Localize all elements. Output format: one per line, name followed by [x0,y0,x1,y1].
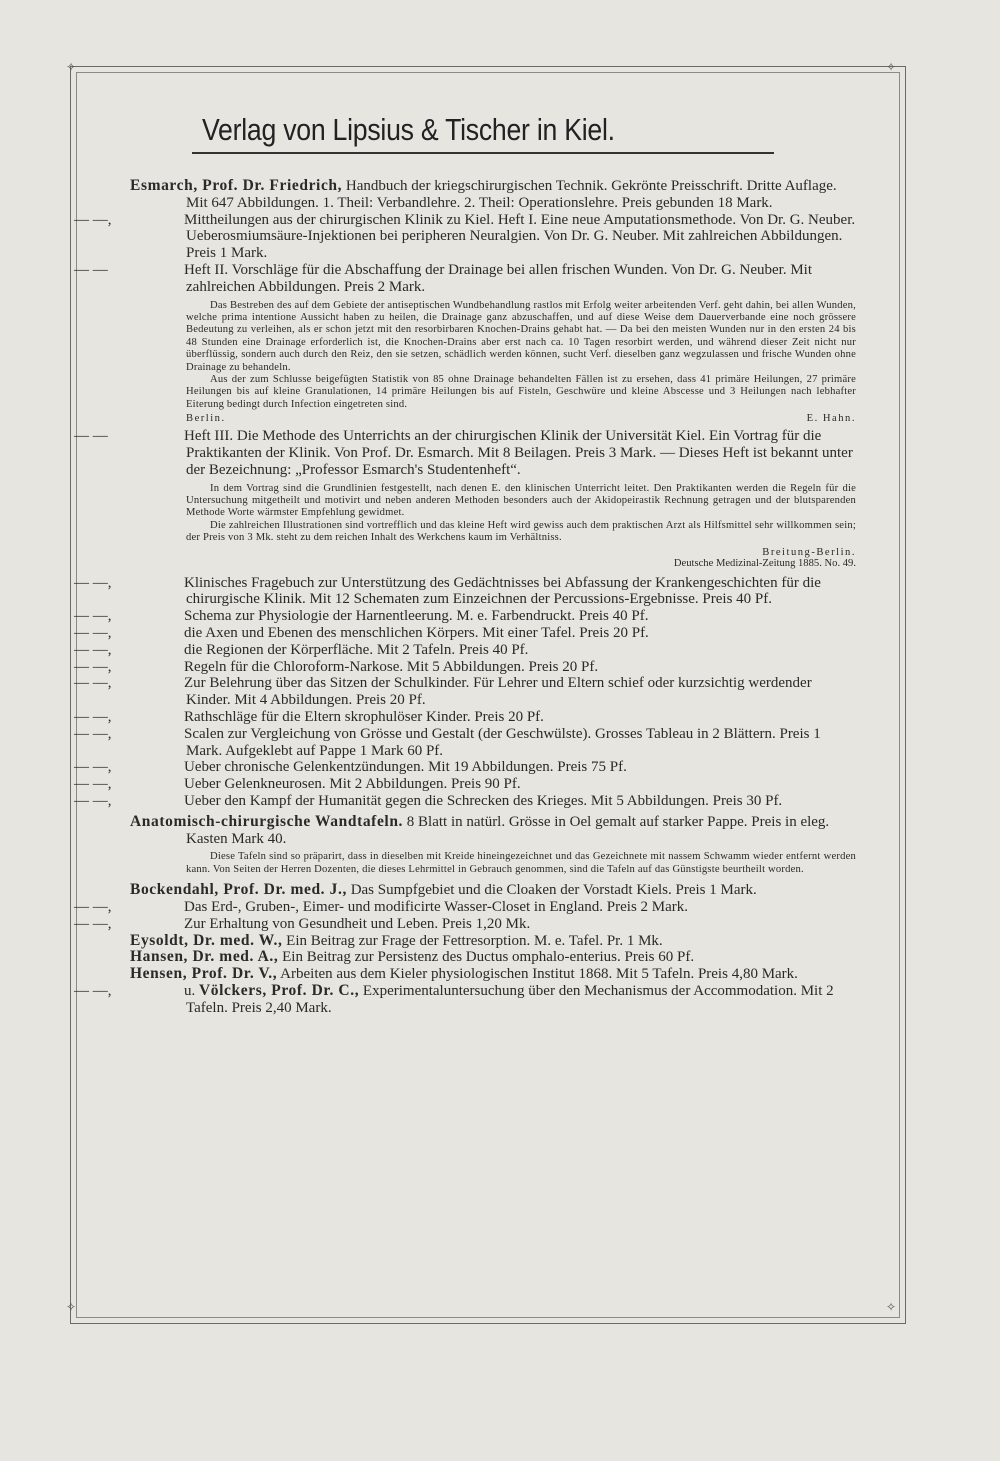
entry-hensen [130,966,856,983]
corner-ornament-top-left: ✧ [65,60,77,74]
review-signature-row [186,413,856,424]
corner-ornament-top-right: ✧ [885,60,897,74]
corner-ornament-bottom-right: ✧ [885,1300,897,1314]
entry-hansen [130,949,856,966]
review-paragraph: Diese Tafeln sind so präparirt, dass in dieselben mit Kreide hineingezeichnet und das Gezeichnete mit nassem Schwamm wieder entfernt werden kann. Von Seiten der Herren Dozenten, die dieses Lehrmittel in Gebrauch genommen, sind die Tafeln auf das Günstigste beurtheilt worden. [186,851,856,875]
ditto-dash: — —, [74,211,112,228]
voelckers-prefix: u. [184,983,196,999]
entry-axen-text: die Axen und Ebenen des menschlichen Körpers. Mit einer Tafel. Preis 20 Pf. [184,625,649,642]
entry-eysoldt-text: Ein Beitrag zur Frage der Fettresorption. M. e. Tafel. Pr. 1 Mk. [286,932,663,949]
entry-belehrung [74,675,856,709]
ditto-dash: — —, [74,675,112,692]
ditto-dash: — —, [74,725,112,742]
entry-regionen-text: die Regionen der Körperfläche. Mit 2 Tafeln. Preis 40 Pf. [184,641,529,658]
entry-gelenk-text: Ueber chronische Gelenkentzündungen. Mit 19 Abbildungen. Preis 75 Pf. [184,759,627,776]
ditto-dash: — —, [74,793,112,810]
author-voelckers: Völckers, Prof. Dr. C., [199,982,360,999]
entry-closet-text: Das Erd-, Gruben-, Eimer- und modificirte Wasser-Closet in England. Preis 2 Mark. [184,899,689,916]
ditto-dash: — —, [74,709,112,726]
entry-bockendahl [130,882,856,899]
catalog-content [74,112,856,1017]
corner-ornament-bottom-left: ✧ [65,1300,77,1314]
entry-fragebuch [74,574,856,609]
entry-fragebuch-text: Klinisches Fragebuch zur Unterstützung des Gedächtnisses bei Abfassung der Krankengeschichten für die chirurgische Klinik. Mit 12 Schematen zum Einzeichnen der Percussions-Ergebnisse. Preis 40 Pf. [184,574,821,608]
review-paragraph: In dem Vortrag sind die Grundlinien festgestellt, nach denen E. den klinischen Unterricht leitet. Den Praktikanten werden die Regeln für die Untersuchung mitgetheilt und motivirt und neben anderen Methoden besonders auch der Akidopeirastik Rechnung getragen und der blutsparenden Methode Worte wärmster Empfehlung gewidmet. [186,482,856,519]
entry-neurosen-text: Ueber Gelenkneurosen. Mit 2 Abbildungen. Preis 90 Pf. [184,776,521,793]
entry-schema [74,608,856,625]
ditto-dash: — — [74,261,108,278]
entry-hensen-text: Arbeiten aus dem Kieler physiologischen Institut 1868. Mit 5 Tafeln. Preis 4,80 Mark. [280,966,798,983]
ditto-dash: — —, [74,899,112,916]
entry-voelckers [74,982,856,1017]
entry-regionen [74,641,856,659]
entry-heft3 [74,428,856,478]
ditto-dash: — —, [74,574,112,591]
review-place: Berlin. [186,413,226,425]
review-signature: Breitung-Berlin. [762,546,856,558]
review-signature: E. Hahn. [806,413,856,425]
review-paragraph: Die zahlreichen Illustrationen sind vortrefflich und das kleine Heft wird gewiss auch dem praktischen Arzt als Hilfsmittel sehr willkommen sein; der Preis von 3 Mk. steht zu dem reichen Inhalt des Werkchens kaum im Verhältniss. [186,519,856,544]
author-eysoldt: Eysoldt, Dr. med. W., [130,931,283,949]
entry-schema-text: Schema zur Physiologie der Harnentleerung. M. e. Farbendruckt. Preis 40 Pf. [184,608,649,625]
ditto-dash: — —, [74,625,112,642]
ditto-dash: — —, [74,759,112,776]
entry-eysoldt [130,933,856,950]
entry-closet [74,899,856,916]
ditto-dash: — —, [74,776,112,793]
entry-heft2 [74,261,856,296]
entry-heft3-text: Heft III. Die Methode des Unterrichts an der chirurgischen Klinik der Universität Kiel. Ein Vortrag für die Praktikanten der Klinik. Von Prof. Dr. Esmarch. Mit 8 Beilagen. Preis 3 Mark. — Dieses Heft ist bekannt unter der Bezeichnung: „Professor Esmarch's Studentenheft“. [184,428,853,478]
entry-rathschlaege [74,709,856,726]
review-quote-wandtafeln [186,851,856,876]
review-source: Deutsche Medizinal-Zeitung 1885. No. 49. [673,557,856,569]
review-quote-heft3 [186,483,856,545]
ditto-dash: — —, [74,641,112,658]
author-wandtafeln: Anatomisch-chirurgische Wandtafeln. [130,812,404,830]
entry-regeln [74,658,856,676]
entry-hansen-text: Ein Beitrag zur Persistenz des Ductus omphalo-enterius. Preis 60 Pf. [282,949,695,966]
author-hensen: Hensen, Prof. Dr. V., [130,965,278,983]
review-paragraph: Aus der zum Schlusse beigefügten Statistik von 85 ohne Drainage behandelten Fällen ist zu ersehen, dass 41 primäre Heilungen, 27 primäre Heilungen bis auf kleine Granulationen, 14 primäre Heilungen bis auf Fisteln, Geschwüre und kleine Abscesse und 3 Heilungen nach lebhafter Eiterung bedingt durch Infection eingetreten sind. [186,374,856,410]
ditto-dash: — —, [74,983,112,999]
ditto-dash: — — [74,428,108,445]
entry-erhaltung-text: Zur Erhaltung von Gesundheit und Leben. Preis 1,20 Mk. [184,915,531,932]
author-bockendahl: Bockendahl, Prof. Dr. med. J., [130,881,347,899]
ditto-dash: — —, [74,608,112,625]
publisher-title: Verlag von Lipsius & Tischer in Kiel. [202,112,615,147]
review-quote-heft2 [186,300,856,412]
author-esmarch: Esmarch, Prof. Dr. Friedrich, [130,177,343,194]
entry-mittheilungen-text: Mittheilungen aus der chirurgischen Klinik zu Kiel. Heft I. Eine neue Amputationsmethode. Von Dr. G. Neuber. Ueberosmiumsäure-Injektionen bei peripheren Neuralgien. Von Dr. G. Neuber. Mit zahlreichen Abbildungen. Preis 1 Mark. [184,211,856,262]
entry-wandtafeln-text: 8 Blatt in natürl. Grösse in Oel gemalt auf starker Pappe. Preis in eleg. Kasten Mark 40. [186,813,830,847]
entry-gelenk [74,759,856,776]
entry-voelckers-text: Experimentaluntersuchung über den Mechanismus der Accommodation. Mit 2 Tafeln. Preis 2,40 Mark. [186,983,834,1016]
entry-bockendahl-text: Das Sumpfgebiet und die Cloaken der Vorstadt Kiels. Preis 1 Mark. [350,882,757,899]
review-paragraph: Das Bestreben des auf dem Gebiete der antiseptischen Wundbehandlung rastlos mit Erfolg weiter arbeitenden Verf. geht dahin, bei allen Wunden, welche prima intentione Aussicht haben zu heilen, die Drainage ganz abzuschaffen, und auf diese Weise dem Dauerverbande eine noch grössere Bedeutung zu verleihen, als er schon jetzt mit den resorbirbaren Knochen-Drains gehabt hat. — Da bei den meisten Wunden nur in den ersten 24 bis 48 Stunden eine Drainage erforderlich ist, die Knochen-Drains aber erst nach ca. 10 Tagen resorbirt werden, und während dieser Zeit nicht nur überflüssig, sondern auch durch den Reiz, den sie setzen, schädlich werden können, sucht Verf. dieselben ganz wegzulassen und frische Wunden ohne Drainage zu behandeln. [186,299,856,373]
entry-esmarch-text: Handbuch der kriegschirurgischen Technik. Gekrönte Preisschrift. Dritte Auflage. Mit 647 Abbildungen. 1. Theil: Verbandlehre. 2. Theil: Operationslehre. Preis gebunden 18 Mark. [186,178,837,211]
entry-rathschlaege-text: Rathschläge für die Eltern skrophulöser Kinder. Preis 20 Pf. [184,709,544,726]
entry-heft2-text: Heft II. Vorschläge für die Abschaffung der Drainage bei allen frischen Wunden. Von Dr. G. Neuber. Mit zahlreichen Abbildungen. Preis 2 Mark. [184,261,812,295]
ditto-dash: — —, [74,915,112,932]
entry-mittheilungen [74,211,856,262]
entry-kampf [74,793,856,810]
entry-regeln-text: Regeln für die Chloroform-Narkose. Mit 5 Abbildungen. Preis 20 Pf. [184,658,599,675]
entry-axen [74,625,856,642]
entry-wandtafeln [130,814,856,848]
entry-scalen-text: Scalen zur Vergleichung von Grösse und Gestalt (der Geschwülste). Grosses Tableau in 2 Blättern. Preis 1 Mark. Aufgeklebt auf Pappe 1 Mark 60 Pf. [184,725,821,759]
entry-esmarch [130,178,856,212]
entry-kampf-text: Ueber den Kampf der Humanität gegen die Schrecken des Krieges. Mit 5 Abbildungen. Preis 30 Pf. [184,793,783,810]
entry-neurosen [74,776,856,793]
entry-scalen [74,725,856,760]
ditto-dash: — —, [74,658,112,675]
entry-erhaltung [74,915,856,933]
entry-belehrung-text: Zur Belehrung über das Sitzen der Schulkinder. Für Lehrer und Eltern schief oder kurzsichtig werdender Kinder. Mit 4 Abbildungen. Preis 20 Pf. [184,675,812,709]
author-hansen: Hansen, Dr. med. A., [130,948,279,966]
